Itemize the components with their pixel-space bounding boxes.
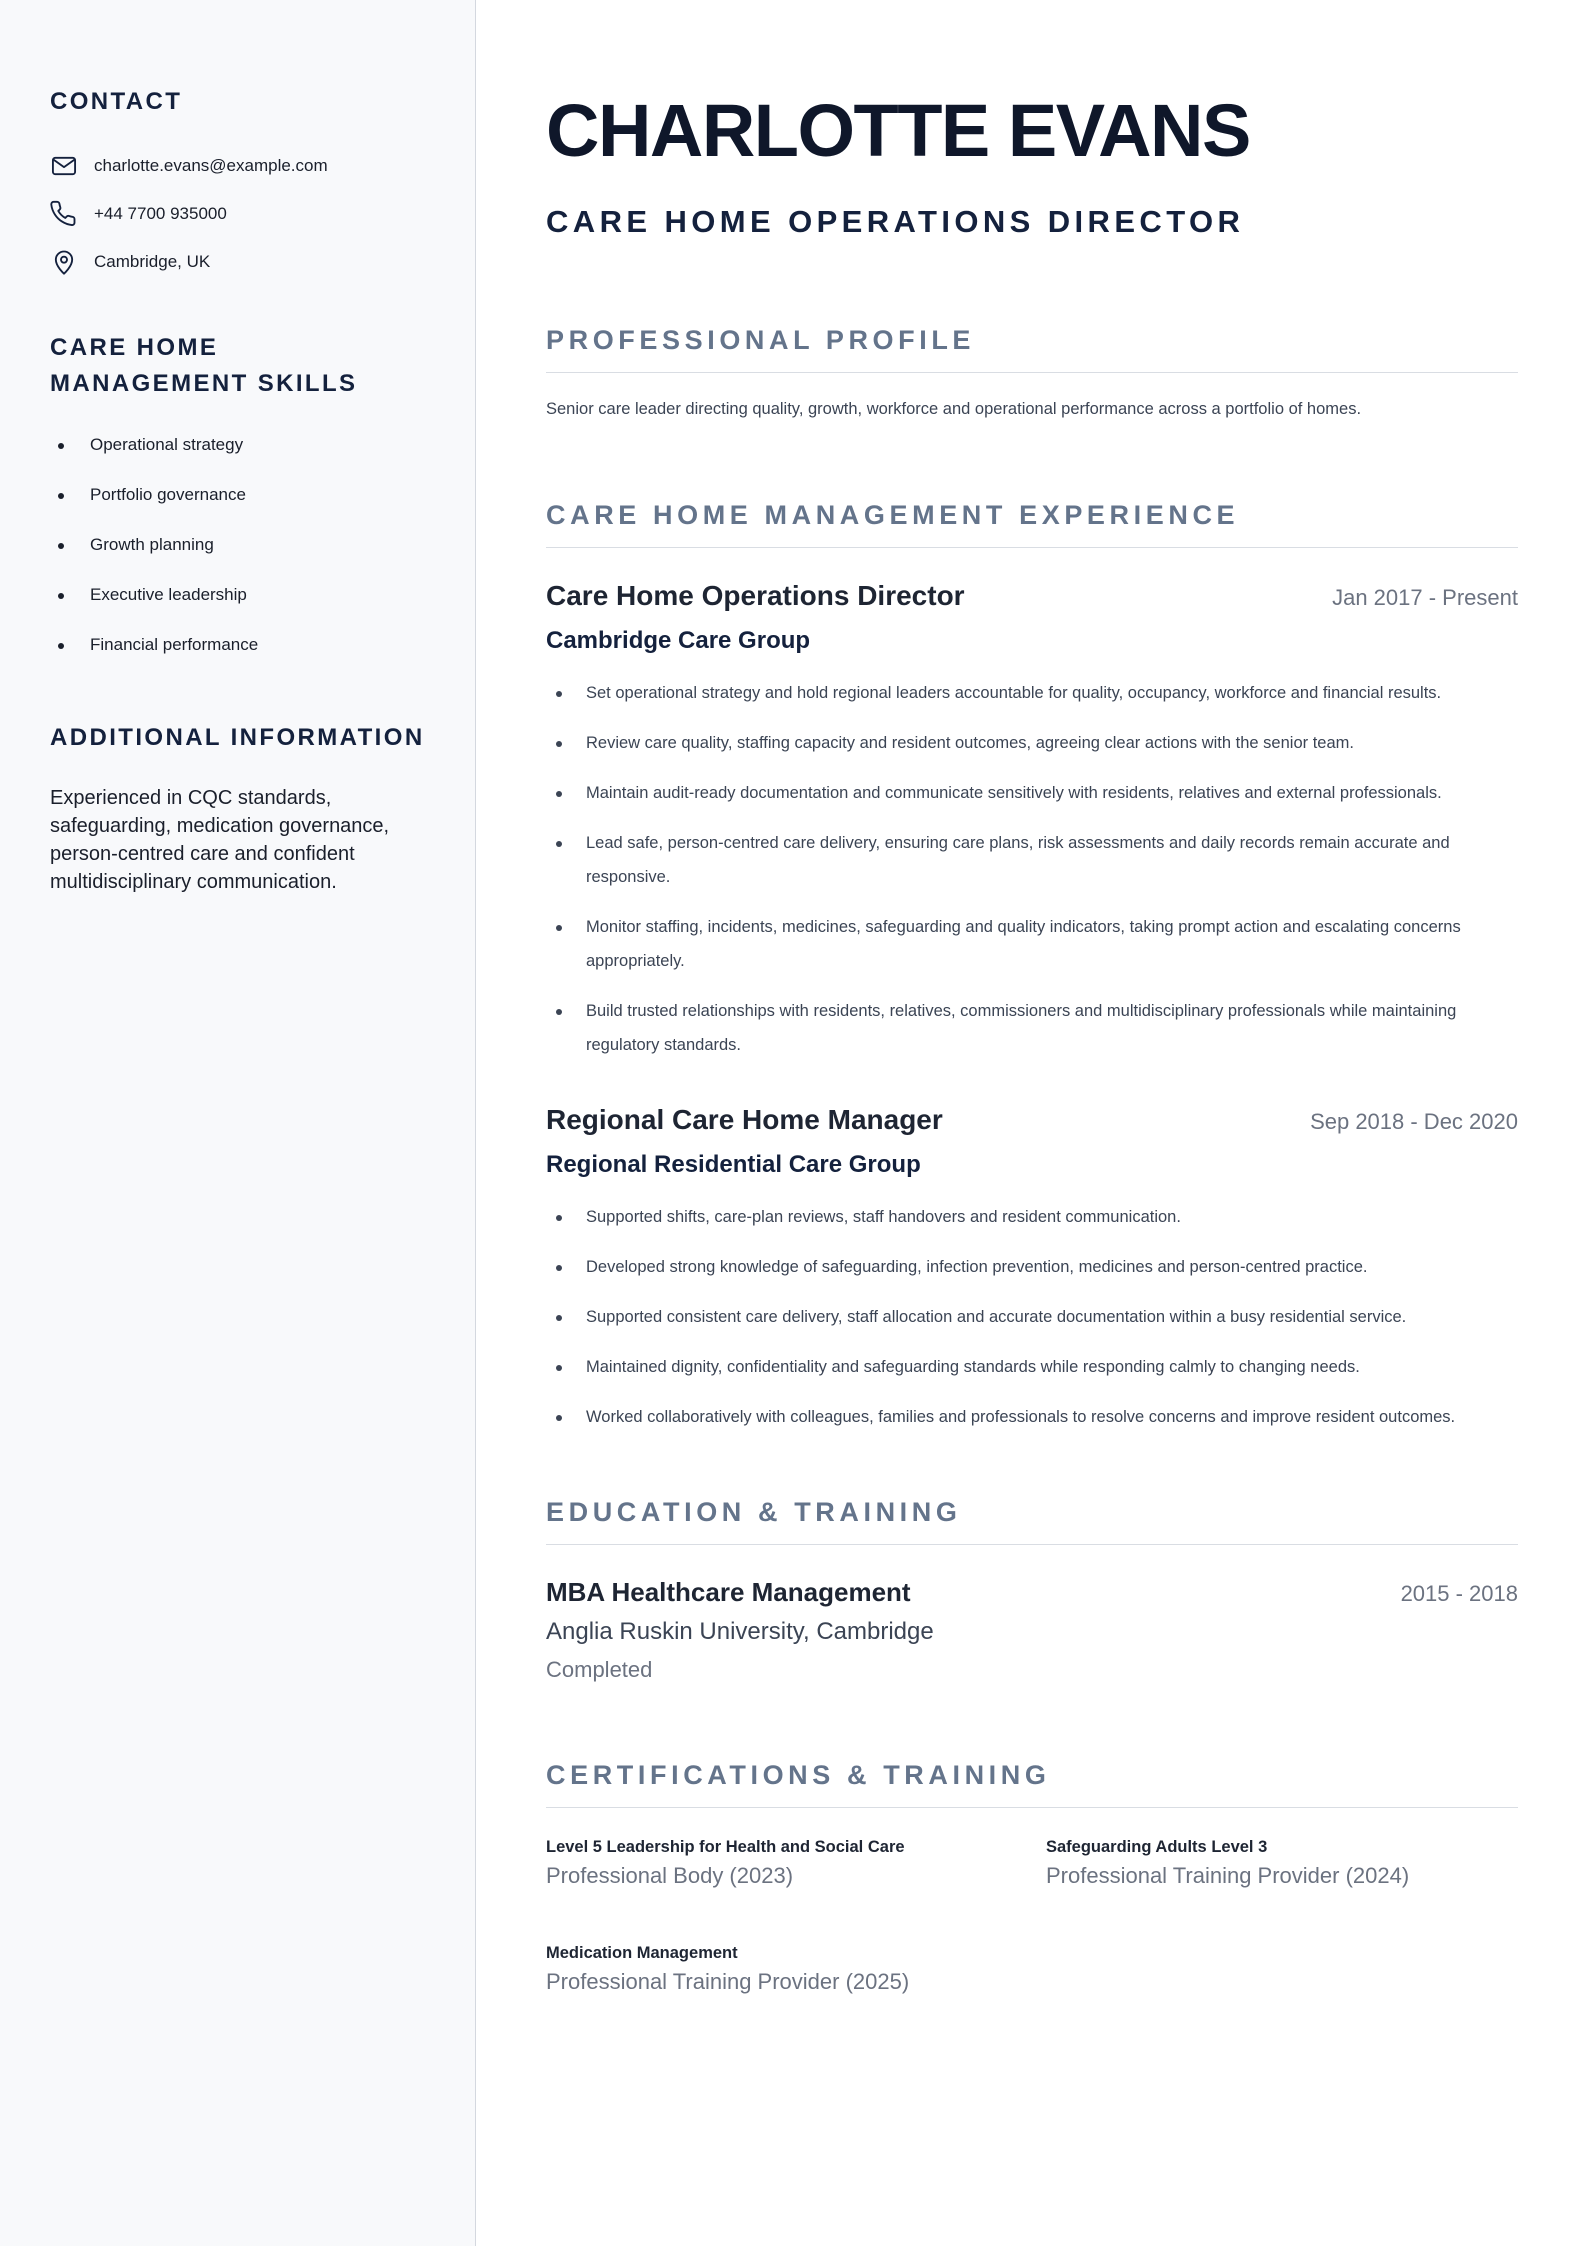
education-school: Anglia Ruskin University, Cambridge	[546, 1618, 934, 1645]
job-title: Care Home Operations Director	[546, 580, 965, 611]
skill-item: Portfolio governance	[50, 470, 425, 520]
contact-location-text: Cambridge, UK	[94, 252, 211, 271]
profile-text: Senior care leader directing quality, growth, workforce and operational performance across a portfolio of homes.	[546, 400, 1362, 418]
contact-location	[50, 238, 425, 286]
contact-list	[50, 142, 425, 286]
job-bullet: Monitor staffing, incidents, medicines, safeguarding and quality indicators, taking prompt action and escalating concerns appropriately.	[546, 910, 1518, 978]
contact-heading: CONTACT	[50, 88, 183, 115]
job-bullet: Review care quality, staffing capacity and resident outcomes, agreeing clear actions with the senior team.	[546, 726, 1518, 760]
job-company: Regional Residential Care Group	[546, 1151, 921, 1178]
certification-name: Safeguarding Adults Level 3	[1046, 1838, 1268, 1856]
experience-heading: CARE HOME MANAGEMENT EXPERIENCE	[546, 497, 1518, 548]
additional-info-text: Experienced in CQC standards, safeguarding, medication governance, person-centred care and confident multidisciplinary communication.	[50, 787, 390, 893]
certification-issuer: Professional Training Provider (2024)	[1046, 1863, 1410, 1888]
certification-item	[546, 1942, 1046, 1998]
mail-icon	[50, 152, 78, 180]
certification-name: Level 5 Leadership for Health and Social Care	[546, 1838, 905, 1856]
skills-heading: CARE HOME MANAGEMENT SKILLS	[50, 334, 358, 397]
education-section	[546, 1494, 1518, 1687]
experience-section	[546, 497, 1518, 1434]
job-title: Regional Care Home Manager	[546, 1104, 943, 1135]
job-bullet: Lead safe, person-centred care delivery, ensuring care plans, risk assessments and daily records remain accurate and responsive.	[546, 826, 1518, 894]
job-bullet: Supported shifts, care-plan reviews, staff handovers and resident communication.	[546, 1200, 1518, 1234]
job-dates: Jan 2017 - Present	[1332, 585, 1518, 610]
skill-item: Financial performance	[50, 620, 425, 670]
job-bullets	[546, 1200, 1518, 1434]
education-degree: MBA Healthcare Management	[546, 1577, 911, 1607]
certification-name: Medication Management	[546, 1944, 738, 1962]
skills-list	[50, 420, 425, 670]
candidate-name: CHARLOTTE EVANS	[546, 89, 1250, 172]
job-dates: Sep 2018 - Dec 2020	[1310, 1109, 1518, 1134]
skill-item: Growth planning	[50, 520, 425, 570]
job-bullet: Worked collaboratively with colleagues, families and professionals to resolve concerns and improve resident outcomes.	[546, 1400, 1518, 1434]
contact-phone-text[interactable]: +44 7700 935000	[94, 204, 227, 223]
profile-section	[546, 322, 1518, 423]
job-bullet: Maintained dignity, confidentiality and safeguarding standards while responding calmly to changing needs.	[546, 1350, 1518, 1384]
contact-email-text[interactable]: charlotte.evans@example.com	[94, 156, 328, 175]
certifications-section	[546, 1757, 1518, 1998]
additional-info-heading: ADDITIONAL INFORMATION	[50, 724, 425, 751]
job-company: Cambridge Care Group	[546, 627, 811, 654]
education-status: Completed	[546, 1657, 653, 1682]
certification-item	[1046, 1836, 1516, 1892]
education-heading: EDUCATION & TRAINING	[546, 1494, 1518, 1545]
phone-icon	[50, 200, 78, 228]
profile-heading: PROFESSIONAL PROFILE	[546, 322, 1518, 373]
certification-issuer: Professional Body (2023)	[546, 1863, 794, 1888]
job-entry	[546, 578, 1518, 1062]
education-dates: 2015 - 2018	[1400, 1581, 1518, 1606]
job-bullet: Supported consistent care delivery, staff allocation and accurate documentation within a busy residential service.	[546, 1300, 1518, 1334]
job-bullets	[546, 676, 1518, 1062]
certifications-grid	[546, 1836, 1518, 1998]
sidebar	[0, 0, 476, 2246]
skill-item: Executive leadership	[50, 570, 425, 620]
certifications-heading: CERTIFICATIONS & TRAINING	[546, 1757, 1518, 1808]
certification-item	[546, 1836, 1046, 1892]
contact-phone	[50, 190, 425, 238]
job-entry	[546, 1102, 1518, 1434]
map-pin-icon	[50, 248, 78, 276]
job-bullet: Developed strong knowledge of safeguarding, infection prevention, medicines and person-centred practice.	[546, 1250, 1518, 1284]
job-bullet: Maintain audit-ready documentation and communicate sensitively with residents, relatives and external professionals.	[546, 776, 1518, 810]
certification-issuer: Professional Training Provider (2025)	[546, 1969, 910, 1994]
candidate-title: CARE HOME OPERATIONS DIRECTOR	[546, 204, 1245, 239]
skill-item: Operational strategy	[50, 420, 425, 470]
education-entry	[546, 1575, 1518, 1687]
job-bullet: Build trusted relationships with residents, relatives, commissioners and multidisciplinary professionals while maintaining regulatory standards.	[546, 994, 1518, 1062]
contact-email	[50, 142, 425, 190]
main-content	[476, 0, 1588, 2246]
job-bullet: Set operational strategy and hold regional leaders accountable for quality, occupancy, workforce and financial results.	[546, 676, 1518, 710]
